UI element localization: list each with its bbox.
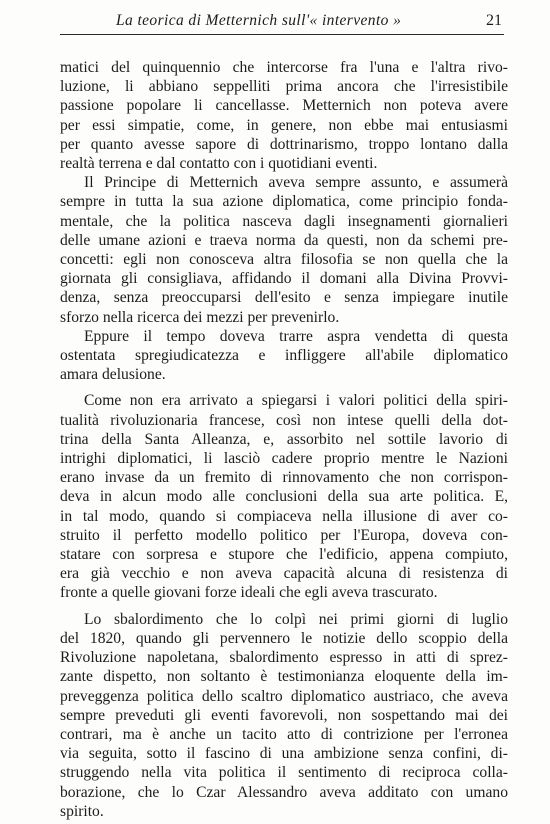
paragraph [60, 327, 508, 385]
text-line: struggendo nella vita politica il sentimento di reciproca colla- [60, 764, 508, 782]
text-line: sempre in tutta la sua azione diplomatica, come principio fonda- [60, 193, 508, 211]
text-line: passione popolare li cancellasse. Metternich non poteva avere [60, 97, 508, 115]
text-line: realtà terrena e dal contatto con i quotidiani eventi. [60, 155, 378, 173]
text-line: statare con sorpresa e stupore che l'edificio, appena compiuto, [60, 546, 508, 564]
text-line: mentale, che la politica nasceva dagli insegnamenti giornalieri [60, 212, 508, 230]
text-line: giornata gli consigliava, affidando il domani alla Divina Provvi- [60, 270, 508, 288]
text-line: ostentata spregiudicatezza e infliggere all'abile diplomatico [60, 347, 508, 365]
paragraph [60, 391, 508, 602]
text-line: trina della Santa Alleanza, e, assorbito nel sottile lavorio di [60, 430, 508, 448]
text-line: Lo sbalordimento che lo colpì nei primi giorni di luglio [84, 610, 508, 628]
text-line: struito il perfetto modello politico per l'Europa, doveva con- [60, 526, 508, 544]
text-line: preveggenza politica dello scaltro diplomatico austriaco, che aveva [60, 687, 508, 705]
text-line: tualità rivoluzionaria francese, così non intese quelli della dot- [60, 411, 508, 429]
paragraph [60, 58, 508, 173]
text-line: contrari, ma è anche un tacito atto di contrizione per l'erronea [60, 725, 508, 743]
body-text [60, 58, 508, 821]
page-number: 21 [486, 12, 502, 29]
text-line: denza, senza preoccuparsi dell'esito e senza impiegare inutile [60, 289, 508, 307]
text-line: delle umane azioni e traeva norma da questi, non da schemi pre- [60, 231, 508, 249]
text-line: zante dispetto, non soltanto è testimonianza eloquente della im- [60, 668, 508, 686]
text-line: Come non era arrivato a spiegarsi i valori politici della spiri- [84, 392, 508, 410]
text-line: luzione, li abbiano seppelliti prima ancora che l'irresistibile [60, 78, 508, 96]
running-title: La teorica di Metternich sull'« intervento » [116, 12, 402, 29]
text-line: del 1820, quando gli pervennero le notizie dello scoppio della [60, 629, 508, 647]
text-line: sforzo nella ricerca dei mezzi per prevenirlo. [60, 308, 340, 326]
text-line: matici del quinquennio che intercorse fra l'una e l'altra rivo- [60, 59, 508, 76]
text-line: fronte a quelle giovani forze ideali che egli aveva trascurato. [60, 584, 438, 602]
text-line: Rivoluzione napoletana, sbalordimento espresso in atti di sprez- [60, 649, 508, 667]
paragraph [60, 610, 508, 821]
paragraph [60, 173, 508, 327]
text-line: borazione, che lo Czar Alessandro aveva additato con umano [60, 783, 508, 801]
text-line: era già vecchio e non aveva capacità alcuna di resistenza di [60, 565, 508, 583]
text-line: Il Principe di Metternich aveva sempre assunto, e assumerà [84, 174, 508, 192]
text-line: amara delusione. [60, 366, 166, 384]
text-line: concetti: egli non conosceva altra filosofia se non quella che la [60, 251, 508, 269]
text-line: per essi simpatie, come, in genere, non ebbe mai entusiasmi [60, 116, 508, 134]
text-line: deva in alcun modo alle conclusioni della sua arte politica. E, [60, 488, 508, 506]
text-line: via seguita, sotto il fascino di una ambizione senza confini, di- [60, 745, 508, 763]
text-line: intrighi diplomatici, li lasciò cadere proprio mentre le Nazioni [60, 450, 508, 468]
text-line: erano invase da un fremito di rinnovamento che non corrispon- [60, 469, 508, 487]
text-line: spirito. [60, 802, 104, 820]
text-line: sempre preveduti gli eventi favorevoli, non sospettando mai dei [60, 706, 508, 724]
text-line: in tal modo, quando si compiaceva nella illusione di aver co- [60, 507, 508, 525]
text-line: per quanto avesse sapore di dottrinarismo, troppo lontano dalla [60, 135, 508, 153]
page-header [60, 10, 504, 35]
text-line: Eppure il tempo doveva trarre aspra vendetta di questa [84, 327, 508, 345]
